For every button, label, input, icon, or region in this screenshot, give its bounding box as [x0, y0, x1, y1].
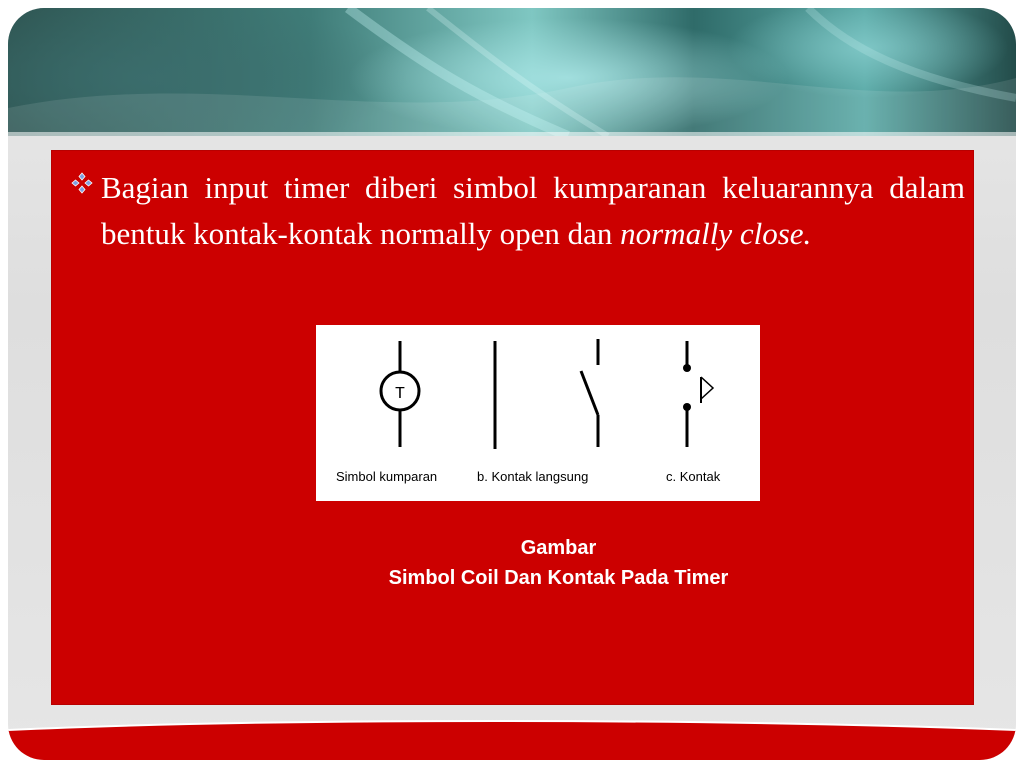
bullet-text-italic: normally close. [620, 216, 812, 251]
timer-contact-symbol [683, 341, 713, 447]
label-timer-contact: c. Kontak [666, 469, 721, 484]
caption-subtitle: Simbol Coil Dan Kontak Pada Timer [388, 567, 729, 589]
slide [8, 8, 1016, 760]
footer-band [8, 720, 1016, 760]
bullet-text-plain: Bagian input timer diberi simbol kumparanan keluarannya dalam bentuk kontak-kontak normally open dan [101, 170, 965, 251]
coil-letter: T [394, 385, 406, 404]
timer-symbol-figure [316, 325, 760, 501]
diamond-bullet-icon [70, 171, 94, 195]
header-banner [8, 8, 1016, 136]
bullet-text [101, 165, 965, 257]
label-coil: Simbol kumparan [336, 469, 438, 484]
header-swoosh-graphic [8, 8, 1016, 136]
footer-wave-graphic [8, 720, 1016, 760]
content-panel [52, 151, 973, 704]
switch-contact-symbol [581, 339, 598, 447]
caption-title: Gambar [520, 537, 597, 559]
label-direct-contact: b. Kontak langsung [477, 469, 589, 484]
